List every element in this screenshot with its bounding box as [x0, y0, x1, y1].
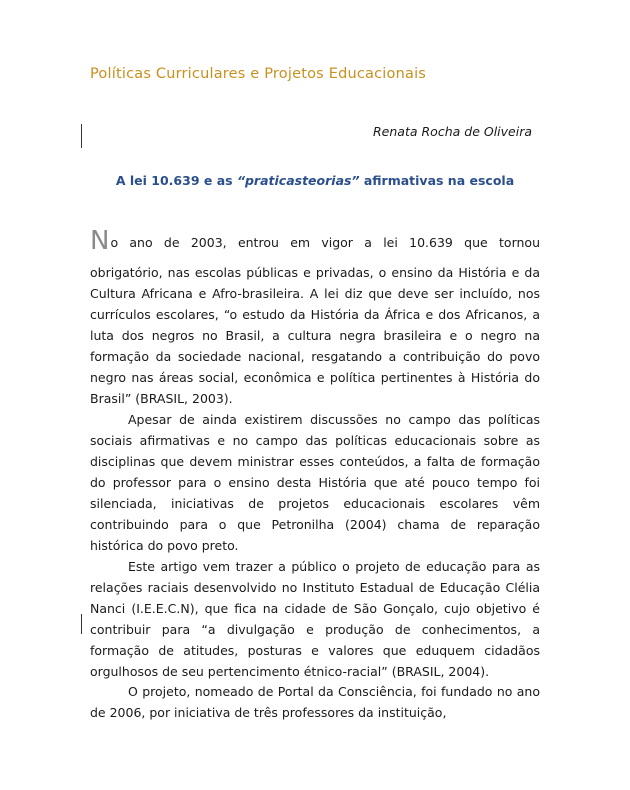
title-suffix: afirmativas na escola	[359, 173, 515, 188]
paragraph-1-first-line	[90, 226, 540, 258]
paragraph-3: Este artigo vem trazer a público o projeto de educação para as relações raciais desenvolvido no Instituto Estadual de Educação Clélia Nanci (I.E.E.C.N), que fica na cidade de São Gonçalo, cujo objetivo é contribuir para “a divulgação e produção de conhecimentos, a formação de atitudes, posturas e valores que eduquem cidadãos orgulhosos de seu pertencimento étnico-racial” (BRASIL, 2004).	[90, 559, 540, 679]
article-title	[0, 173, 630, 188]
title-prefix: A lei 10.639 e as	[115, 173, 237, 188]
paragraph-2: Apesar de ainda existirem discussões no campo das políticas sociais afirmativas e no campo das políticas educacionais sobre as disciplinas que devem ministrar esses conteúdos, a falta de formação do professor para o ensino desta História que até pouco tempo foi silenciada, iniciativas de projetos educacionais escolares vêm contribuindo para o que Petronilha (2004) chama de reparação histórica do povo preto.	[90, 412, 540, 553]
running-header: Políticas Curriculares e Projetos Educacionais	[90, 66, 427, 82]
text-cursor-marker	[81, 124, 82, 148]
title-italic: “praticasteorias”	[236, 173, 360, 188]
paragraph-4: O projeto, nomeado de Portal da Consciência, foi fundado no ano de 2006, por iniciativa de três professores da instituição,	[90, 684, 540, 720]
text-cursor-marker-2	[81, 614, 82, 634]
author-name: Renata Rocha de Oliveira	[373, 124, 532, 139]
paragraph-1-first-text: o ano de 2003, entrou em vigor a lei 10.639 que tornou	[110, 235, 540, 250]
paragraph-1: obrigatório, nas escolas públicas e privadas, o ensino da História e da Cultura Africana e Afro-brasileira. A lei diz que deve ser incluído, nos currículos escolares, “o estudo da História da África e dos Africanos, a luta dos negros no Brasil, a cultura negra brasileira e o negro na formação da sociedade nacional, resgatando a contribuição do povo negro nas áreas social, econômica e política pertinentes à História do Brasil” (BRASIL, 2003).	[90, 265, 540, 406]
drop-cap: N	[90, 226, 110, 256]
